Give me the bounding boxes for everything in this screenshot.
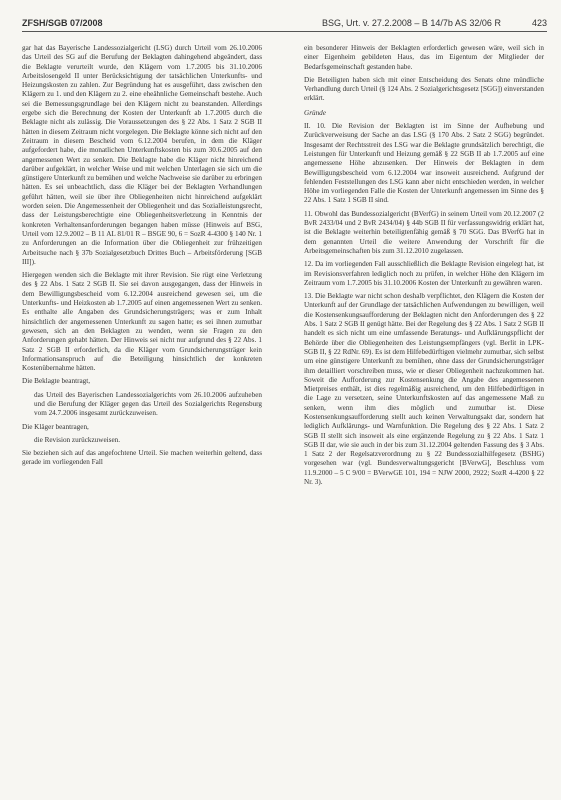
right-paragraph-6: 13. Die Beklagte war nicht schon deshalb verpflichtet, den Klägern die Kosten der Unterkunft auf der Grundlage der tatsächlichen Aufwendungen zu bewilligen, weil die Kostensenkungsaufforderung der Beklagten nicht den Anforderungen des § 22 Abs. 1 Satz 2 SGB II genügt hätte. Bei der Regelung des § 22 Abs. 1 Satz 2 SGB II handelt es sich nicht um eine umfassende Beratungs- und Aufklärungspflicht der Behörde über die Obliegenheiten des Leistungsempfängers (vgl. Berlit in LPK-SGB II, § 22 RdNr. 69). Es ist dem Hilfebedürftigen vielmehr zumutbar, sich selbst um eine günstigere Unterkunft zu bemühen, ohne dass der Grundsicherungsträger ihm detailliert vorschreiben muss, wie er dieser Obliegenheit nachzukommen hat. Soweit die Aufforderung zur Kostensenkung die Angabe des angemessenen Mietpreises enthält, ist dies regelmäßig ausreichend, um den Hilfebedürftigen in die Lage zu versetzen, seine Unterkunftskosten auf das angemessene Maß zu senken, wenn ihm dies möglich und zumutbar ist. Diese Kostensenkungsaufforderung stellt auch keinen Verwaltungsakt dar, sondern hat lediglich Aufklärungs- und Warnfunktion. Die Regelung des § 22 Abs. 1 Satz 2 SGB II stellt sich insoweit als eine ergänzende Regelung zu § 22 Abs. 1 Satz 1 SGB II dar, wie sie auch in der bis zum 31.12.2004 geltenden Fassung des § 3 Abs. 1 Satz 2 der Regelsatzverordnung zu § 22 Bundessozialhilfegesetz (BSHG) vorgesehen war (vgl. Bundesverwaltungsgericht [BVerwG], Beschluss vom 11.9.2000 – 5 C 9/00 = BVerwGE 101, 194 = NJW 2000, 2922; SozR 4-4200 § 22 Nr. 3).: [304, 292, 544, 487]
left-paragraph-5: Die Kläger beantragen,: [22, 422, 89, 431]
right-paragraph-2: Die Beteiligten haben sich mit einer Entscheidung des Senats ohne mündliche Verhandlung durch Urteil (§ 124 Abs. 2 Sozialgerichtsgesetz [SGG]) einverstanden erklärt.: [304, 75, 544, 103]
right-column: [304, 44, 544, 491]
journal-label: ZFSH/SGB 07/2008: [22, 18, 103, 28]
right-paragraph-3: II. 10. Die Revision der Beklagten ist im Sinne der Aufhebung und Zurückverweisung der Sache an das LSG (§ 170 Abs. 2 Satz 2 SGG) begründet. Insgesamt der Rechtsstreit des LSG war die Beklagte grundsätzlich berechtigt, die Leistungen für Unterkunft und Heizung gemäß § 22 SGB II ab 1.7.2005 auf eine angemessene Höhe abzusenken. Der Hinweis der Beklagten in dem Bewilligungsbescheid vom 6.12.2004 war insoweit ausreichend. Aufgrund der fehlenden Feststellungen des LSG kann aber nicht entschieden werden, in welcher Höhe im vorliegenden Falle die Kosten der Unterkunft angemessen im Sinne des § 22 Abs. 1 Satz 1 SGB II sind.: [304, 122, 544, 205]
right-paragraph-4: 11. Obwohl das Bundessozialgericht (BVerfG) in seinem Urteil vom 20.12.2007 (2 BvR 2433/04 und 2 BvR 2434/04) § 44b SGB II für verfassungswidrig erklärt hat, ist die Beklagte weiterhin beteiligtenfähig gemäß § 70 SGG. Das BVerfG hat in dem genannten Urteil die weitere Anwendung der Vorschrift für die Arbeitsgemeinschaften bis zum 31.12.2010 zugelassen.: [304, 209, 544, 255]
left-paragraph-3: Die Beklagte beantragt,: [22, 377, 91, 386]
left-paragraph-2: Hiergegen wenden sich die Beklagte mit ihrer Revision. Sie rügt eine Verletzung des § 22 Abs. 1 Satz 2 SGB II. Sie sei davon ausgegangen, dass der Hinweis in dem Bewilligungsbescheid vom 6.12.2004 ausreichend gewesen sei, um die Unterkunfts- und Heizkosten ab 1.7.2005 auf einen angemessenen Wert zu senken. Es enthalte alle Angaben des Grundsicherungsträgers; was er zum Inhalt hinsichtlich der angemessenen Unterkunft zu sagen hatte; es sei ihnen zumutbar gewesen, sich an den Beklagten zu wenden, wenn sie Fragen zu den Anforderungen gehabt hätten. Der Hinweis sei nicht nur aufgrund des § 22 Abs. 1 Satz 2 SGB II erforderlich, da die Kläger vom Grundsicherungsträger kein Informationsanspruch auf die Beteiligung hinsichtlich der konkreten Kostenübernahme hätten.: [22, 271, 262, 373]
right-paragraph-1: ein besonderer Hinweis der Beklagten erforderlich gewesen wäre, weil sich in einer Eigenheim gebildeten Haus, das im Eigentum der Mitglieder der Bedarfsgemeinschaft gestanden habe.: [304, 44, 544, 71]
page-number: 423: [531, 18, 547, 28]
left-paragraph-1: gar hat das Bayerische Landessozialgericht (LSG) durch Urteil vom 26.10.2006 das Urteil des SG auf die Berufung der Beklagten dahingehend abgeändert, dass die Beklagte verurteilt wurde, den Klägern vom 1.7.2005 bis 31.10.2006 Arbeitslosengeld II unter Berücksichtigung der tatsächlichen Unterkunfts- und Heizungskosten zu zahlen. Zur Begründung hat es ausgeführt, dass zwischen den Klägern zu 1. und den Klägern zu 2. eine eheähnliche Gemeinschaft bestehe. Auch sei die Bemessungsgrundlage bei den Klägern nicht zu beanstanden. Allerdings ergebe sich die Berechnung der Kosten der Unterkunft ab 1.7.2005 durch die Beklagte nicht als zulässig. Die Voraussetzungen des § 22 Abs. 1 Satz 2 SGB II hätten in diesem Zeitraum nicht vorgelegen. Die Beklagte könne sich nicht auf den Zeitraum in diesem Bescheid vom 6.12.2004 berufen, in dem die Kläger aufgefordert habe, die monatlichen Unterkunftskosten bis zum 30.6.2005 auf den angemessenen Wert zu senken. Die Beklagte habe die Kläger nicht hinreichend darüber aufgeklärt, in welcher Weise und mit welchen Unterlagen sie sich um die günstigere Unterkunft zu bemühen und welche Nachweise sie darüber zu erbringen hätten. Es sei unbeachtlich, dass die Kläger bei der Beklagten Verhandlungen geführt hätten, weil sie über ihre Obliegenheiten nicht hinreichend aufgeklärt worden seien. Die Angemessenheit der Obliegenheit und das Sozialleistungsrecht, dass der Leistungsberechtigte eine Obliegenheitsverletzung in Kenntnis der konkreten Verhaltensanforderungen begangen haben müsse (Hinweis auf BSG, Urteil vom 12.9.2002 – B 11 AL 81/01 R – BSGE 90, 6 = SozR 4-4300 § 140 Nr. 1 zu Anforderungen an die Information über die Obliegenheit zur frühzeitigen Arbeitsuche nach § 37b Sozialgesetzbuch Drittes Buch – Arbeitsförderung [SGB III]).: [22, 44, 262, 266]
page-header: [22, 18, 547, 32]
left-column: [22, 44, 262, 472]
left-paragraph-6: die Revision zurückzuweisen.: [34, 435, 121, 444]
case-citation: BSG, Urt. v. 27.2.2008 – B 14/7b AS 32/06 R: [322, 18, 501, 28]
right-paragraph-5: 12. Da im vorliegenden Fall ausschließlich die Beklagte Revision eingelegt hat, ist im Revisionsverfahren lediglich noch zu prüfen, in welcher Höhe den Klägern im Zeitraum vom 1.7.2005 bis 31.10.2006 Kosten der Unterkunft zu gewähren waren.: [304, 260, 544, 287]
left-paragraph-7: Sie beziehen sich auf das angefochtene Urteil. Sie machen weiterhin geltend, dass gerade im vorliegenden Fall: [22, 449, 262, 467]
section-heading-gruende: Gründe: [304, 108, 326, 117]
left-paragraph-4: das Urteil des Bayerischen Landessozialgerichts vom 26.10.2006 aufzuheben und die Berufung der Kläger gegen das Urteil des Sozialgerichts Regensburg vom 24.7.2006 insgesamt zurückzuweisen.: [34, 390, 262, 418]
